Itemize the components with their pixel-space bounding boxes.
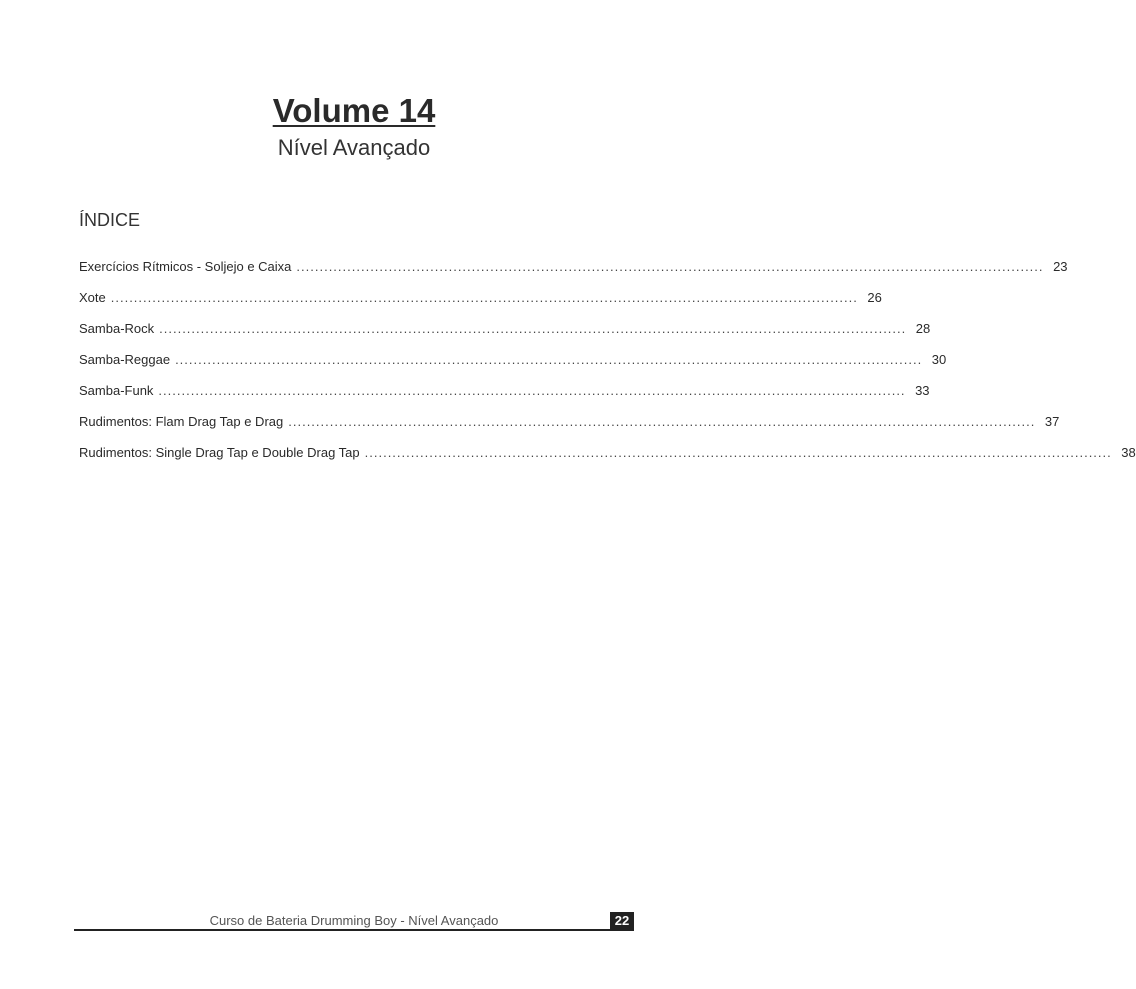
- toc-entry[interactable]: [79, 257, 1068, 288]
- toc-entry-label: Rudimentos: Flam Drag Tap e Drag: [79, 414, 284, 429]
- toc-dot-leader: ..................................................................................................................................................................: [159, 321, 907, 336]
- toc-entry-label: Exercícios Rítmicos - Soljejo e Caixa: [79, 259, 292, 274]
- toc-entry[interactable]: [79, 288, 882, 319]
- toc-entry[interactable]: [79, 412, 1060, 443]
- toc-entry-label: Samba-Funk: [79, 383, 154, 398]
- footer-text: Curso de Bateria Drumming Boy - Nível Avançado: [209, 913, 499, 928]
- page-subtitle: Nível Avançado: [277, 135, 431, 160]
- toc-entry[interactable]: [79, 319, 931, 350]
- toc-entry-page: 38: [1121, 445, 1136, 460]
- toc-entry[interactable]: [79, 381, 930, 412]
- toc-entry-page: 33: [915, 383, 930, 398]
- toc-entry-page: 23: [1053, 259, 1068, 274]
- toc-entry-label: Samba-Rock: [79, 321, 155, 336]
- toc-entry-label: Samba-Reggae: [79, 352, 171, 367]
- toc-dot-leader: ..................................................................................................................................................................: [364, 445, 1112, 460]
- toc-dot-leader: ..................................................................................................................................................................: [158, 383, 906, 398]
- page-title: Volume 14: [272, 92, 436, 129]
- toc-entry-page: 28: [915, 321, 931, 336]
- toc-dot-leader: ..................................................................................................................................................................: [288, 414, 1036, 429]
- toc-entry-page: 37: [1044, 414, 1060, 429]
- toc-entry-page: 30: [931, 352, 947, 367]
- table-of-contents: [79, 257, 1136, 474]
- page-number-badge: 22: [610, 912, 634, 930]
- toc-dot-leader: ..................................................................................................................................................................: [175, 352, 923, 367]
- index-heading: ÍNDICE: [79, 210, 141, 230]
- toc-entry-label: Rudimentos: Single Drag Tap e Double Drag Tap: [79, 445, 360, 460]
- footer-divider: [74, 929, 634, 931]
- toc-dot-leader: ..................................................................................................................................................................: [296, 259, 1044, 274]
- toc-entry-page: 26: [867, 290, 882, 305]
- toc-entry[interactable]: [79, 350, 947, 381]
- toc-entry[interactable]: [79, 443, 1136, 474]
- toc-entry-label: Xote: [79, 290, 106, 305]
- toc-dot-leader: ..................................................................................................................................................................: [110, 290, 858, 305]
